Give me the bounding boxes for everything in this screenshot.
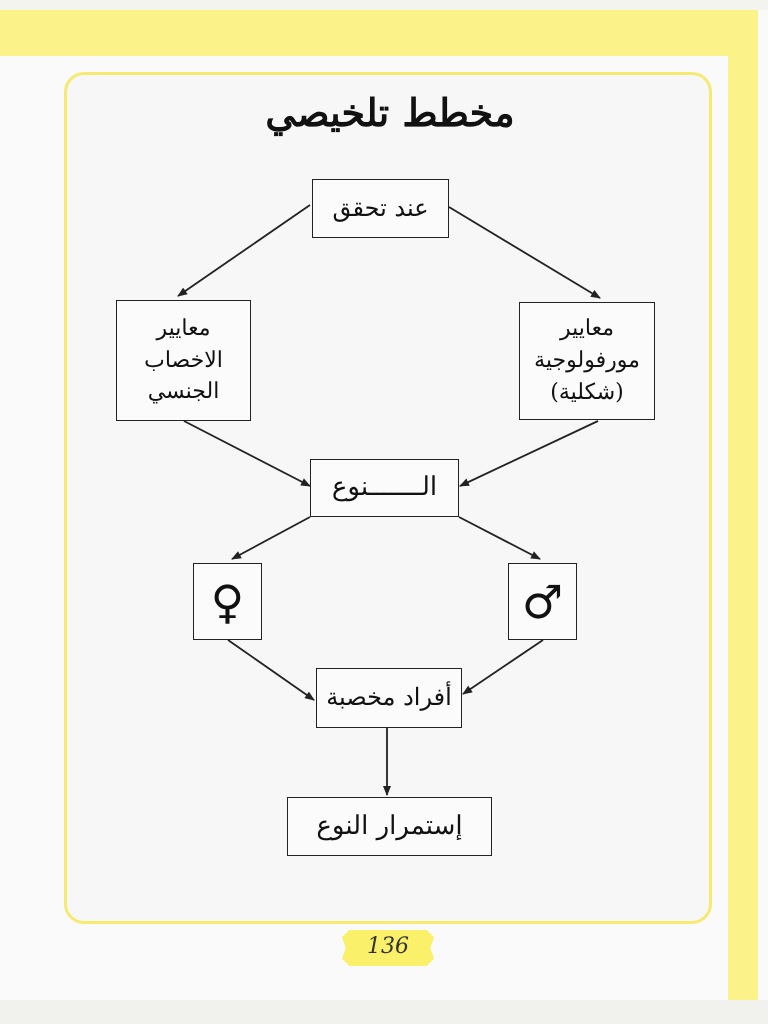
reproductive-criteria-label: معايير الاخصاب الجنسي — [144, 315, 223, 405]
arrow-start-to-reproductive — [178, 205, 310, 296]
reproductive-criteria-box — [116, 300, 251, 421]
female-box — [193, 563, 262, 640]
arrow-morphological-to-species — [460, 421, 598, 486]
female-symbol-icon: ♀ — [210, 574, 245, 629]
male-box — [508, 563, 577, 640]
male-symbol-icon: ♂ — [521, 574, 564, 629]
arrow-reproductive-to-species — [184, 421, 310, 486]
fertile-individuals-label: أفراد مخصبة — [326, 683, 452, 712]
species-label: الـــــــنوع — [331, 472, 438, 503]
morphological-criteria-label: معايير مورفولوجية (شكلية) — [534, 316, 640, 405]
morphological-criteria-box — [519, 302, 655, 420]
arrow-female-to-fertile — [228, 640, 314, 700]
species-continuity-box — [287, 797, 492, 856]
species-box — [310, 459, 459, 517]
arrow-species-to-male — [459, 517, 540, 559]
start-condition-box — [312, 179, 449, 238]
arrow-species-to-female — [232, 517, 310, 559]
species-continuity-label: إستمرار النوع — [316, 810, 463, 841]
arrow-male-to-fertile — [463, 640, 543, 694]
page-title: مخطط تلخيصي — [265, 90, 515, 135]
fertile-individuals-box — [316, 668, 462, 728]
arrow-start-to-morphological — [449, 207, 600, 298]
page-number: 136 — [367, 934, 409, 959]
start-condition-label: عند تحقق — [332, 193, 429, 222]
